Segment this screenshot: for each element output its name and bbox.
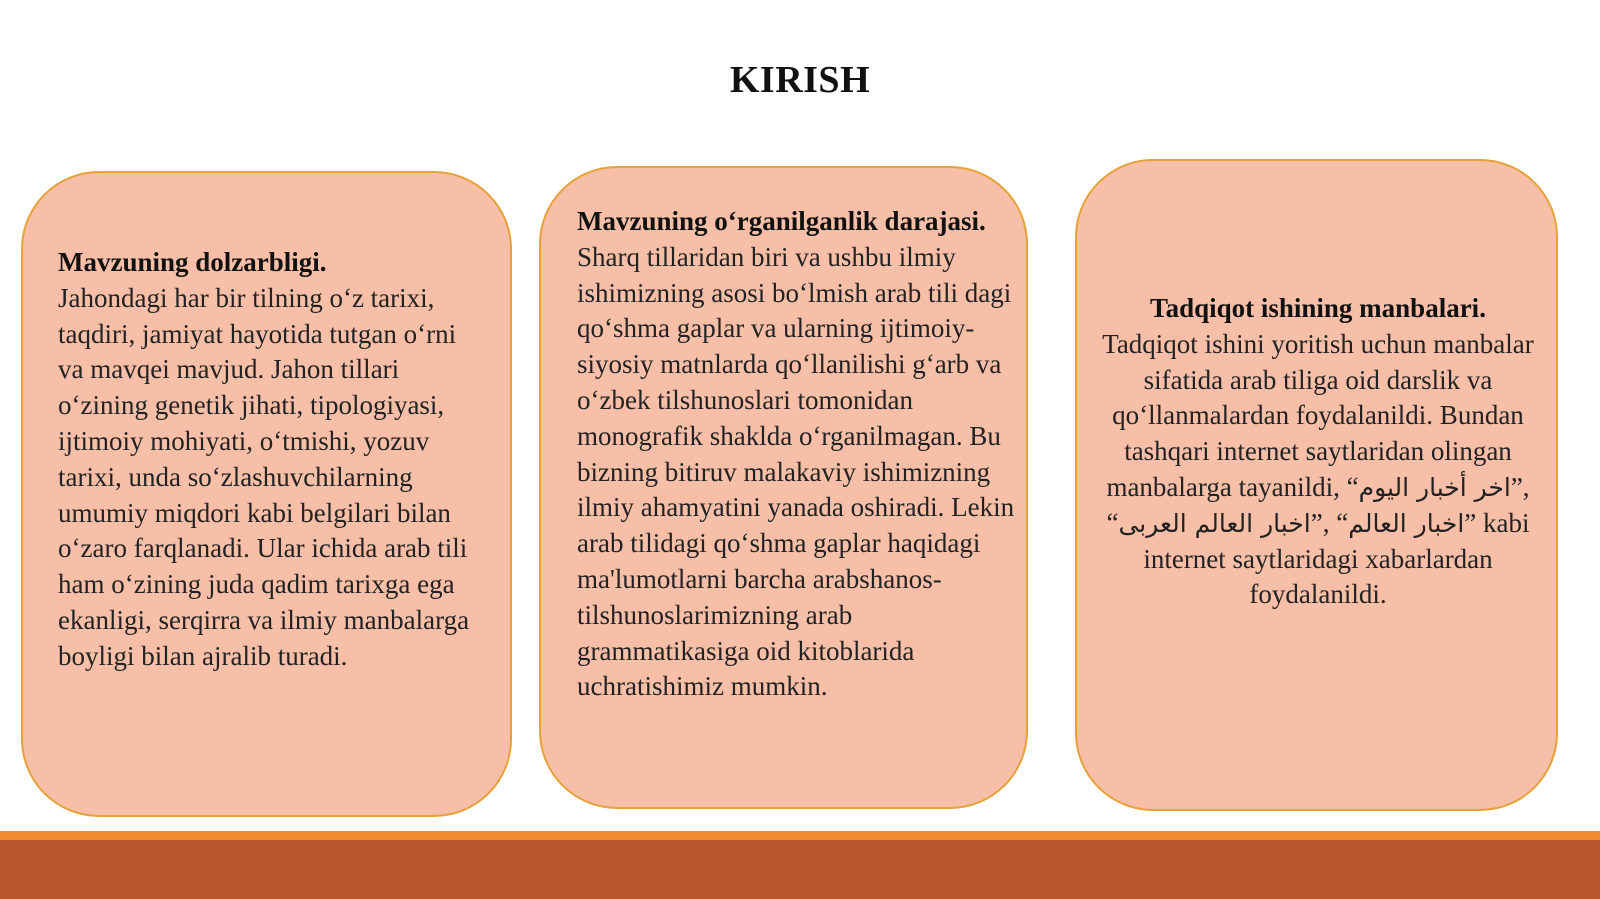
card-dolzarbligi (21, 171, 512, 817)
card-heading: Mavzuning o‘rganilganlik darajasi. (577, 206, 986, 236)
card-manbalari (1075, 159, 1558, 811)
quote-separator: ”, “ (1106, 471, 1530, 538)
arabic-site-name: اخبار العالم (1348, 508, 1465, 538)
footer-accent-stripe (0, 831, 1600, 840)
card-heading: Tadqiqot ishining manbalari. (1150, 293, 1486, 323)
footer-bar (0, 840, 1600, 899)
quote-separator: ”, “ (1310, 507, 1349, 538)
arabic-site-name: اخبار العالم العربى (1118, 508, 1311, 538)
card-body: Sharq tillaridan biri va ushbu ilmiy ishimizning asosi bo‘lmish arab tili dagi qo‘shma gaplar va ularning ijtimoiy-siyosiy matnlarda qo‘llanilishi g‘arb va o‘zbek tilshunoslari tomonidan monografik shaklda o‘rganilmagan. Bu bizning bitiruv malakaviy ishimizning ilmiy ahamyatini yanada oshiradi. Lekin arab tilidagi qo‘shma gaplar haqidagi ma'lumotlarni barcha arabshanos-tilshunoslarimizning arab grammatikasiga oid kitoblarida uchratishimiz mumkin. (577, 241, 1015, 702)
card-body-end: ” kabi internet saytlaridagi xabarlardan foydalanildi. (1143, 507, 1530, 610)
card-text (577, 204, 1017, 705)
card-body-start: Tadqiqot ishini yoritish uchun manbalar sifatida arab tiliga oid darslik va qo‘llanmalardan foydalanildi. Bundan tashqari internet saytlaridan olingan manbalarga tayanildi, “ (1102, 328, 1534, 502)
card-heading: Mavzuning dolzarbligi. (58, 247, 327, 277)
arabic-site-name: اخر أخبار اليوم (1358, 472, 1511, 502)
slide-title: KIRISH (729, 59, 871, 101)
card-body: Jahondagi har bir tilning o‘z tarixi, taqdiri, jamiyat hayotida tutgan o‘rni va mavqei mavjud. Jahon tillari o‘zining genetik jihati, tipologiyasi, ijtimoiy mohiyati, o‘tmishi, yozuv tarixi, unda so‘zlashuvchilarning umumiy miqdori kabi belgilari bilan o‘zaro farqlanadi. Ular ichida arab tili ham o‘zining juda qadim tarixga ega ekanligi, serqirra va ilmiy manbalarga boyligi bilan ajralib turadi. (58, 282, 470, 671)
card-organilganlik (539, 166, 1028, 809)
card-text (1099, 291, 1537, 613)
card-text (58, 245, 488, 675)
